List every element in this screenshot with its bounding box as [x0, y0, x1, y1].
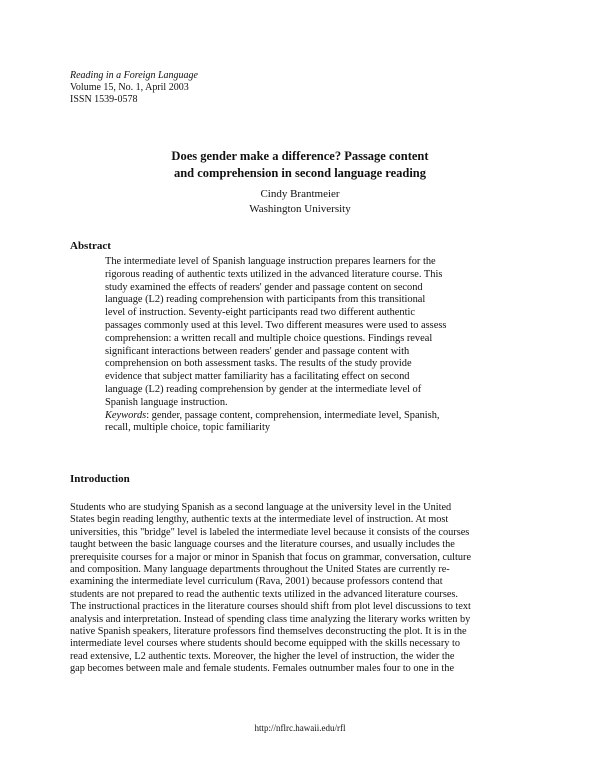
abstract-line: passages commonly used at this level. Two different measures were used to assess — [105, 319, 447, 331]
abstract-line: The intermediate level of Spanish language instruction prepares learners for the — [105, 256, 436, 267]
journal-name: Reading in a Foreign Language — [70, 70, 198, 81]
abstract-line: Spanish language instruction. — [105, 396, 228, 408]
introduction-line: gap becomes between male and female students. Females outnumber males four to one in the — [70, 663, 455, 675]
author-affiliation: Washington University — [249, 203, 351, 215]
abstract-line: significant interactions between readers' gender and passage content with — [105, 345, 410, 357]
author-block — [0, 187, 600, 217]
introduction-line: prerequisite courses for a major or minor in Spanish that focus on grammar, conversation, culture — [70, 551, 472, 563]
paper-title-line: Does gender make a difference? Passage content — [171, 149, 429, 163]
abstract-line: level of instruction. Seventy-eight participants read two different authentic — [105, 307, 415, 319]
introduction-line: students are not prepared to read the authentic texts utilized in the advanced literature courses. — [70, 588, 458, 600]
introduction-heading: Introduction — [70, 473, 130, 485]
abstract-body — [105, 256, 510, 435]
journal-header — [70, 70, 198, 106]
introduction-body — [70, 502, 535, 676]
introduction-line: intermediate level courses where students should become equipped with the skills necessary to — [70, 638, 461, 650]
abstract-heading: Abstract — [70, 240, 111, 252]
abstract-line: rigorous reading of authentic texts utilized in the advanced literature course. This — [105, 268, 443, 280]
introduction-line: States begin reading lengthy, authentic texts at the intermediate level of instruction. At most — [70, 514, 449, 526]
journal-issn: ISSN 1539-0578 — [70, 94, 138, 105]
abstract-line: comprehension: a written recall and multiple choice questions. Findings reveal — [105, 332, 433, 344]
abstract-line: language (L2) reading comprehension by gender at the intermediate level of — [105, 383, 422, 395]
abstract-line: language (L2) reading comprehension with participants from this transitional — [105, 294, 426, 306]
abstract-line: evidence that subject matter familiarity has a facilitating effect on second — [105, 371, 410, 383]
introduction-line: analysis and interpretation. Instead of spending class time analyzing the literary works written by — [70, 613, 471, 625]
author-name: Cindy Brantmeier — [260, 188, 340, 200]
introduction-line: read extensive, L2 authentic texts. Moreover, the higher the level of instruction, the wider the — [70, 650, 455, 662]
introduction-line: universities, this "bridge" level is labeled the intermediate level because it consists of the courses — [70, 526, 470, 538]
introduction-line: examining the intermediate level curriculum (Rava, 2001) because professors contend that — [70, 576, 443, 588]
paper-title-line: and comprehension in second language reading — [173, 166, 426, 180]
journal-volume: Volume 15, No. 1, April 2003 — [70, 82, 189, 93]
introduction-line: and composition. Many language departments throughout the United States are currently re- — [70, 564, 450, 576]
keywords-line: recall, multiple choice, topic familiarity — [105, 422, 271, 434]
abstract-line: comprehension on both assessment tasks. The results of the study provide — [105, 358, 412, 370]
introduction-line: Students who are studying Spanish as a second language at the university level in the United — [70, 502, 452, 513]
introduction-line: taught between the basic language courses and the literature courses, and usually includes the — [70, 539, 455, 551]
introduction-line: The instructional practices in the literature courses should shift from plot level discussions to text — [70, 601, 471, 613]
paper-title — [0, 148, 600, 182]
introduction-line: native Spanish speakers, literature professors find themselves deconstructing the plot. It is in the — [70, 626, 467, 638]
keywords-label: Keywords — [105, 409, 147, 421]
footer-url[interactable]: http://nflrc.hawaii.edu/rfl — [254, 723, 346, 733]
abstract-line: study examined the effects of readers' gender and passage content on second — [105, 281, 423, 293]
keywords-text: : gender, passage content, comprehension, intermediate level, Spanish, — [146, 409, 440, 421]
keywords-line — [105, 410, 510, 423]
